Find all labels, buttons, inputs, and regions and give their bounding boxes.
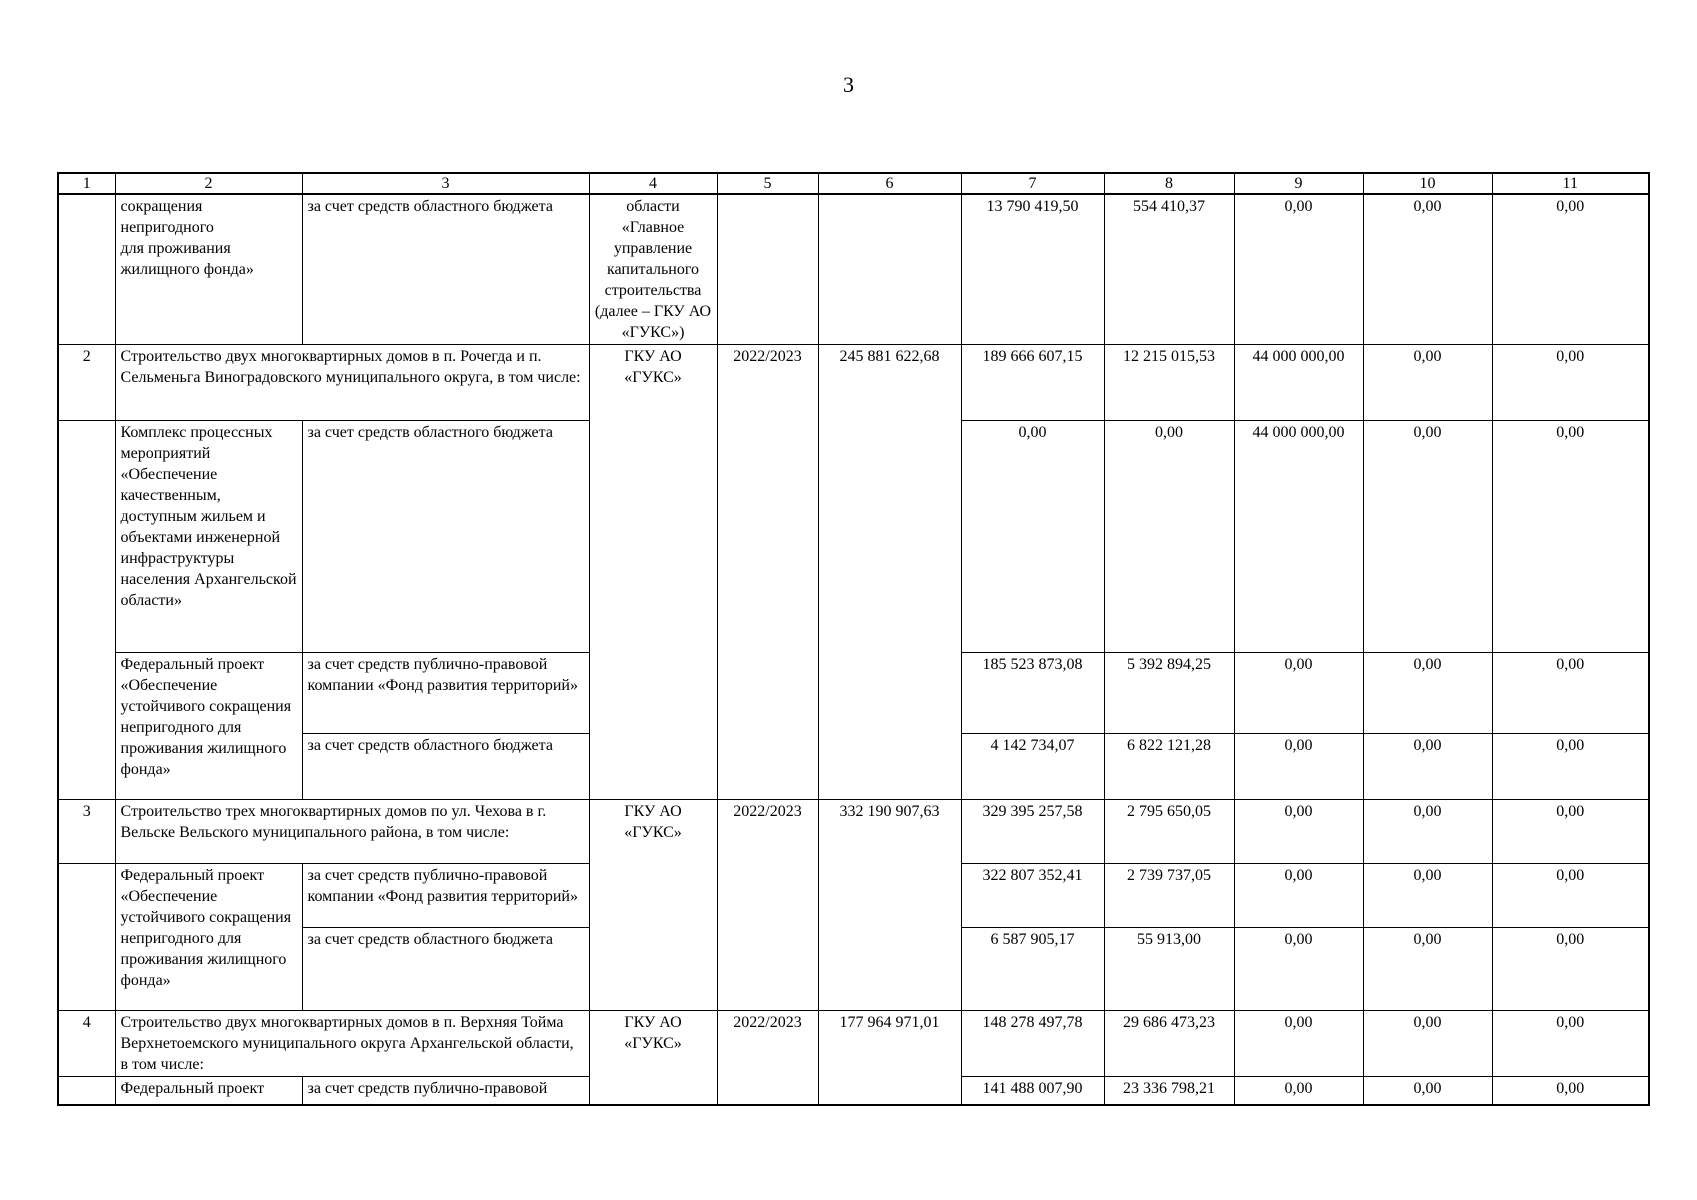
value-col7: 185 523 873,08 xyxy=(961,653,1104,734)
value-col8: 23 336 798,21 xyxy=(1104,1077,1234,1105)
header-cell: 5 xyxy=(717,173,818,194)
value-col10: 0,00 xyxy=(1363,734,1492,800)
total-cost-cell: 245 881 622,68 xyxy=(818,345,961,800)
value-col8: 55 913,00 xyxy=(1104,928,1234,1011)
value-col9: 0,00 xyxy=(1234,194,1363,345)
executor-cell: области «Главное управление капитального строительства (далее – ГКУ АО «ГУКС») xyxy=(589,194,717,345)
value-col9: 0,00 xyxy=(1234,928,1363,1011)
subproject-cell: Федеральный проект «Обеспечение устойчивого сокращения непригодного для проживания жилищного фонда» xyxy=(115,653,302,800)
row-number-cell xyxy=(58,1077,115,1105)
header-cell: 4 xyxy=(589,173,717,194)
value-col7: 4 142 734,07 xyxy=(961,734,1104,800)
header-cell: 2 xyxy=(115,173,302,194)
value-col8: 6 822 121,28 xyxy=(1104,734,1234,800)
period-cell: 2022/2023 xyxy=(717,345,818,800)
value-col10: 0,00 xyxy=(1363,1011,1492,1077)
value-col10: 0,00 xyxy=(1363,928,1492,1011)
value-col8: 2 795 650,05 xyxy=(1104,800,1234,864)
table-row xyxy=(58,345,1649,421)
period-cell: 2022/2023 xyxy=(717,1011,818,1105)
value-col11: 0,00 xyxy=(1492,800,1649,864)
value-col11: 0,00 xyxy=(1492,864,1649,928)
row-number-cell xyxy=(58,864,115,1011)
value-col11: 0,00 xyxy=(1492,928,1649,1011)
value-col9: 0,00 xyxy=(1234,734,1363,800)
header-cell: 11 xyxy=(1492,173,1649,194)
header-cell: 6 xyxy=(818,173,961,194)
value-col9: 44 000 000,00 xyxy=(1234,345,1363,421)
value-col9: 44 000 000,00 xyxy=(1234,421,1363,653)
value-col10: 0,00 xyxy=(1363,653,1492,734)
row-number-cell xyxy=(58,421,115,800)
period-cell: 2022/2023 xyxy=(717,800,818,1011)
value-col11: 0,00 xyxy=(1492,194,1649,345)
value-col8: 554 410,37 xyxy=(1104,194,1234,345)
value-col8: 29 686 473,23 xyxy=(1104,1011,1234,1077)
value-col11: 0,00 xyxy=(1492,1011,1649,1077)
subproject-cell: Федеральный проект «Обеспечение устойчивого сокращения непригодного для проживания жилищного фонда» xyxy=(115,864,302,1011)
funding-source-cell: за счет средств областного бюджета xyxy=(302,421,589,653)
project-title-cell: Строительство двух многоквартирных домов в п. Верхняя Тойма Верхнетоемского муниципального округа Архангельской области, в том числе: xyxy=(115,1011,589,1077)
subproject-cell: Комплекс процессных мероприятий «Обеспечение качественным, доступным жильем и объектами инженерной инфраструктуры населения Архангельской области» xyxy=(115,421,302,653)
funding-source-cell: за счет средств областного бюджета xyxy=(302,734,589,800)
header-cell: 10 xyxy=(1363,173,1492,194)
value-col10: 0,00 xyxy=(1363,421,1492,653)
value-col11: 0,00 xyxy=(1492,1077,1649,1105)
table-row xyxy=(58,194,1649,345)
subproject-cell: Федеральный проект xyxy=(115,1077,302,1105)
value-col7: 6 587 905,17 xyxy=(961,928,1104,1011)
value-col8: 2 739 737,05 xyxy=(1104,864,1234,928)
executor-cell: ГКУ АО «ГУКС» xyxy=(589,345,717,800)
value-col8: 12 215 015,53 xyxy=(1104,345,1234,421)
value-col7: 329 395 257,58 xyxy=(961,800,1104,864)
value-col9: 0,00 xyxy=(1234,1077,1363,1105)
value-col11: 0,00 xyxy=(1492,345,1649,421)
value-col7: 141 488 007,90 xyxy=(961,1077,1104,1105)
value-col7: 13 790 419,50 xyxy=(961,194,1104,345)
subproject-cell: сокращения непригодного для проживания жилищного фонда» xyxy=(115,194,302,345)
value-col8: 5 392 894,25 xyxy=(1104,653,1234,734)
table-row xyxy=(58,800,1649,864)
value-col8: 0,00 xyxy=(1104,421,1234,653)
row-number-cell: 2 xyxy=(58,345,115,421)
total-cost-cell: 332 190 907,63 xyxy=(818,800,961,1011)
total-cost-cell xyxy=(818,194,961,345)
value-col10: 0,00 xyxy=(1363,345,1492,421)
funding-source-cell: за счет средств областного бюджета xyxy=(302,194,589,345)
value-col7: 189 666 607,15 xyxy=(961,345,1104,421)
period-cell xyxy=(717,194,818,345)
value-col10: 0,00 xyxy=(1363,1077,1492,1105)
funding-source-cell: за счет средств публично-правовой xyxy=(302,1077,589,1105)
row-number-cell xyxy=(58,194,115,345)
executor-cell: ГКУ АО «ГУКС» xyxy=(589,1011,717,1105)
value-col10: 0,00 xyxy=(1363,864,1492,928)
value-col10: 0,00 xyxy=(1363,800,1492,864)
value-col11: 0,00 xyxy=(1492,734,1649,800)
table-row xyxy=(58,1011,1649,1077)
value-col9: 0,00 xyxy=(1234,653,1363,734)
header-row xyxy=(58,173,1649,194)
value-col7: 0,00 xyxy=(961,421,1104,653)
value-col7: 322 807 352,41 xyxy=(961,864,1104,928)
funding-source-cell: за счет средств публично-правовой компании «Фонд развития территорий» xyxy=(302,653,589,734)
funding-source-cell: за счет средств областного бюджета xyxy=(302,928,589,1011)
value-col9: 0,00 xyxy=(1234,1011,1363,1077)
page-number: 3 xyxy=(843,72,854,97)
value-col9: 0,00 xyxy=(1234,864,1363,928)
budget-table xyxy=(57,172,1650,1106)
header-cell: 9 xyxy=(1234,173,1363,194)
project-title-cell: Строительство двух многоквартирных домов в п. Рочегда и п. Сельменьга Виноградовского муниципального округа, в том числе: xyxy=(115,345,589,421)
value-col10: 0,00 xyxy=(1363,194,1492,345)
header-cell: 1 xyxy=(58,173,115,194)
row-number-cell: 3 xyxy=(58,800,115,864)
value-col9: 0,00 xyxy=(1234,800,1363,864)
value-col11: 0,00 xyxy=(1492,421,1649,653)
value-col11: 0,00 xyxy=(1492,653,1649,734)
executor-cell: ГКУ АО «ГУКС» xyxy=(589,800,717,1011)
header-cell: 3 xyxy=(302,173,589,194)
row-number-cell: 4 xyxy=(58,1011,115,1077)
header-cell: 7 xyxy=(961,173,1104,194)
value-col7: 148 278 497,78 xyxy=(961,1011,1104,1077)
total-cost-cell: 177 964 971,01 xyxy=(818,1011,961,1105)
header-cell: 8 xyxy=(1104,173,1234,194)
funding-source-cell: за счет средств публично-правовой компании «Фонд развития территорий» xyxy=(302,864,589,928)
project-title-cell: Строительство трех многоквартирных домов по ул. Чехова в г. Вельске Вельского муниципального района, в том числе: xyxy=(115,800,589,864)
